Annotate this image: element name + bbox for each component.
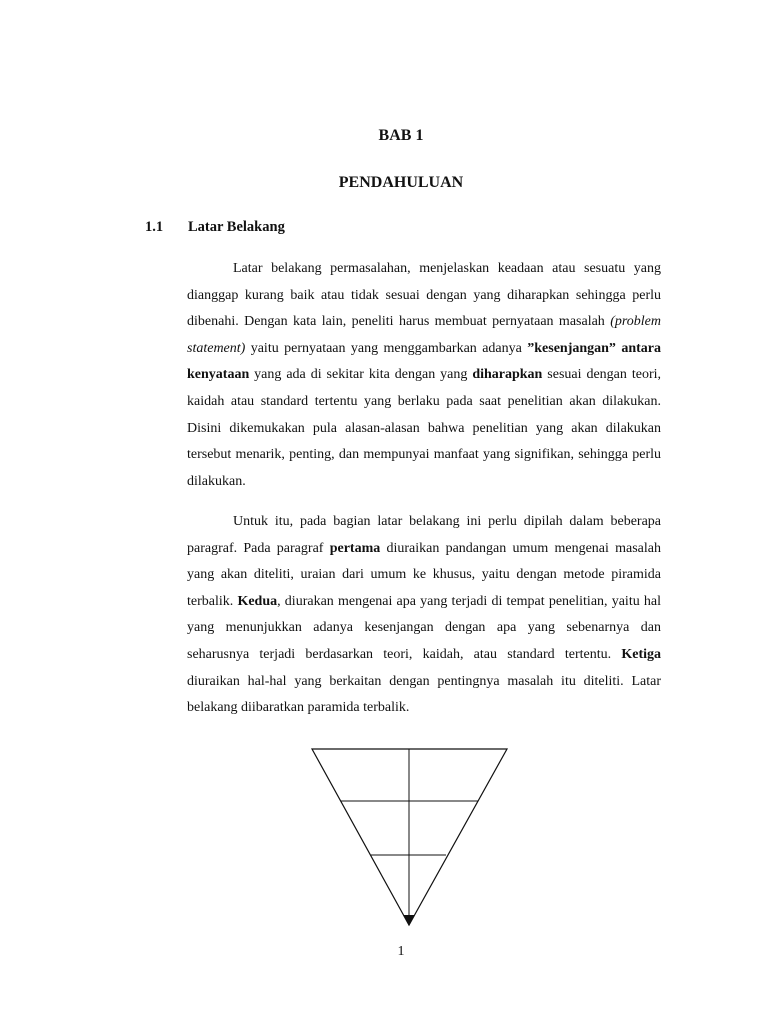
paragraph-text: Latar belakang permasalahan, menjelaskan keadaan atau sesuatu yang dianggap kurang baik atau tidak sesuai dengan yang diharapkan sehingga perlu dibenahi. Dengan kata lain, peneliti harus membuat pernyataan masalah (187, 261, 661, 330)
page-number: 1 (397, 944, 405, 959)
inverted-pyramid-diagram (308, 744, 512, 930)
chapter-label: BAB 1 (378, 127, 424, 144)
paragraph-text: yang ada di sekitar kita dengan yang (249, 367, 473, 383)
italic-term: (problem statement) (187, 314, 661, 356)
bold-term: pertama (329, 540, 381, 556)
paragraph-text: yaitu pernyataan yang menggambarkan adanya (245, 340, 528, 356)
bold-term: Ketiga (621, 646, 661, 662)
bold-term: diharapkan (472, 367, 543, 383)
section-heading (145, 219, 285, 236)
pyramid-arrowhead (403, 915, 415, 926)
section-number: 1.1 (145, 219, 164, 235)
paragraph-background (187, 256, 661, 495)
paragraph-text: diuraikan pandangan umum mengenai masalah yang akan diteliti, uraian dari umum ke khusus, yaitu dengan metode piramida terbalik. (187, 540, 661, 609)
paragraph-text: sesuai dengan teori, kaidah atau standard tertentu yang berlaku pada saat penelitian akan dilakukan. Disini dikemukakan pula alasan-alasan bahwa penelitian yang akan dilakukan tersebut menarik, penting, dan mempunyai manfaat yang signifikan, sehingga perlu dilakukan. (187, 367, 662, 489)
bold-term: ”kesenjangan” antara kenyataan (187, 340, 661, 383)
paragraph-structure (187, 509, 661, 722)
paragraph-text: diuraikan hal-hal yang berkaitan dengan pentingnya masalah itu diteliti. Latar belakang diibaratkan paramida terbalik. (187, 673, 661, 716)
section-title: Latar Belakang (188, 219, 285, 235)
paragraph-text: , diurakan mengenai apa yang terjadi di tempat penelitian, yaitu hal yang menunjukkan adanya kesenjangan dengan apa yang sebenarnya dan seharusnya terjadi berdasarkan teori, kaidah, atau standard tertentu. (187, 593, 661, 662)
paragraph-text: Untuk itu, pada bagian latar belakang ini perlu dipilah dalam beberapa paragraf. Pada paragraf (187, 514, 661, 556)
bold-term: Kedua (237, 593, 278, 609)
chapter-title: PENDAHULUAN (338, 174, 464, 191)
